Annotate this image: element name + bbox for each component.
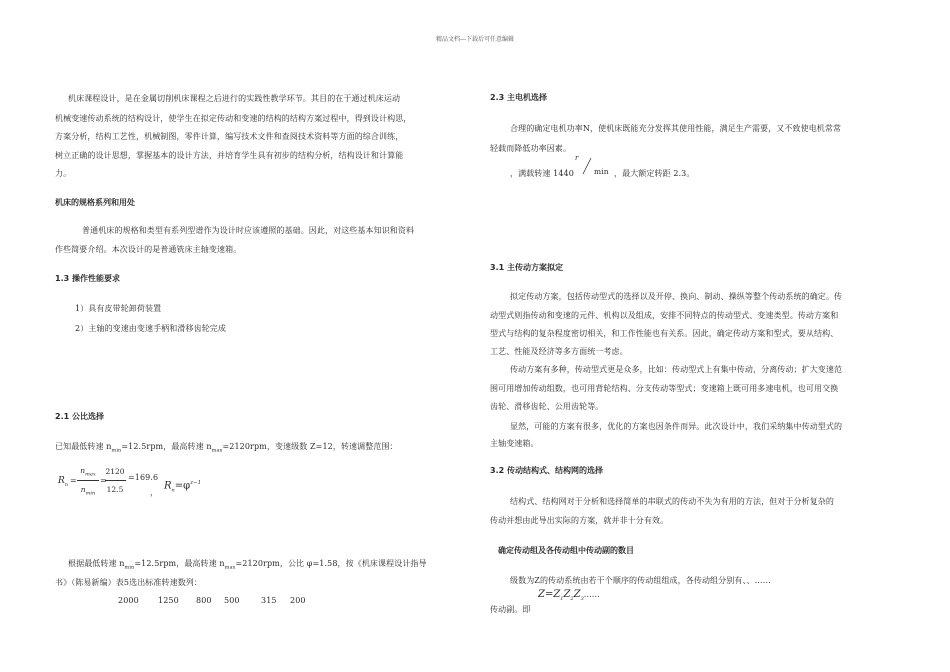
rated-speed-pre: ，满载转速 1440 (510, 169, 574, 178)
formula-num-n: $n_{max}$ (80, 466, 96, 478)
speed-315: 315 (261, 596, 277, 605)
speed-200: 200 (290, 596, 306, 605)
requirement-2: 2）主轴的变速由变速手柄和滑移齿轮完成 (75, 324, 226, 333)
formula-result: =169.6 (128, 473, 159, 482)
motor-line-2: 轻载而降低功率因素。 (490, 144, 571, 153)
fraction-bar-1 (77, 480, 99, 481)
requirement-1: 1）具有皮带轮卸荷装置 (75, 304, 162, 313)
page-header: 精品文档---下载后可任意编辑 (435, 36, 515, 43)
speed-500: 500 (224, 596, 240, 605)
heading-3-2: 3.2 传动结构式、结构网的选择 (490, 466, 603, 475)
heading-1-3: 1.3 操作性能要求 (55, 274, 120, 283)
sub-max: max (211, 447, 223, 454)
heading-determine: 确定传动组及各传动组中传动副的数目 (498, 546, 634, 555)
pairs-line: 传动副。即 (490, 605, 531, 614)
unit-slash (580, 157, 594, 175)
intro-line-5: 力。 (55, 169, 72, 178)
formula-rn: $R_n$ (58, 476, 69, 488)
formula-den-n: $n_{min}$ (80, 485, 96, 497)
formula-den-12-5: 12.5 (106, 485, 124, 494)
formula-eq2: = (100, 476, 107, 485)
speed-1250: 1250 (158, 596, 179, 605)
intro-line-1: 机床课程设计，是在金属切削机床课程之后进行的实践性教学环节。其目的在于通过机床运动 (68, 94, 401, 103)
intro-line-3: 方案分析，结构工艺性，机械制图，零件计算，编写技术文件和查阅技术资料等方面的综合训练， (55, 132, 404, 141)
plan-line-2: 动型式则指传动和变速的元件、机构以及组成，安排不同特点的传动型式、变速类型。传动方案和 (490, 311, 839, 320)
motor-line-1: 合理的确定电机功率N，使机床既能充分发挥其使用性能，满足生产需要，又不致使电机常常 (510, 124, 842, 133)
plan-line-5: 传动方案有多种，传动型式更是众多，比如：传动型式上有集中传动，分离传动；扩大变速范 (510, 365, 843, 374)
plan-line-3: 型式与结构的复杂程度密切相关，和工作性能也有关系。因此，确定传动方案和型式，要从结构、 (490, 329, 839, 338)
heading-2-3: 2.3 主电机选择 (490, 93, 547, 102)
plan-line-4: 工艺、性能及经济等多方面统一考虑。 (490, 347, 628, 356)
fraction-bar-2 (105, 480, 126, 481)
speed-2000: 2000 (118, 596, 139, 605)
formula-num-2120: 2120 (105, 467, 125, 476)
struct-line-1: 结构式、结构网对于分析和选择简单的串联式的传动不失为有用的方法，但对于分析复杂的 (510, 497, 834, 506)
heading-spec: 机床的规格系列和用处 (55, 198, 135, 207)
formula-rn-phi: $R_n=\varphi^{z-1}$ (164, 480, 202, 494)
struct-line-2: 传动并想由此导出实际的方案，就并非十分有效。 (490, 516, 669, 525)
unit-r: r (575, 154, 579, 162)
unit-min: min (594, 167, 609, 176)
plan-line-9: 主轴变速箱。 (490, 439, 539, 448)
rated-speed-post: ，最大额定转距 2.3。 (614, 169, 695, 178)
ratio-line-1: 根据最低转速 $n_{min}=12.5rpm$，最高转速 $n_{max}=2120rpm$，公比 φ=1.58，按《机床课程设计指导 (68, 559, 427, 571)
ratio-line-2: 书》（陈易新编）表5选出标准转速数列： (55, 578, 202, 587)
z-formula: $Z=Z_1Z_2Z_3\dots\dots$ (538, 589, 600, 602)
sub-min: min (111, 447, 122, 454)
plan-line-7: 齿轮、滑移齿轮、公用齿轮等。 (490, 402, 604, 411)
stages-line: 级数为Z的传动系统由若干个顺序的传动组组成，各传动组分别有、、…… (510, 576, 771, 585)
heading-3-1: 3.1 主传动方案拟定 (490, 263, 563, 272)
speed-text-c: =2120rpm，变速级数 Z=12，转速调整范围： (222, 442, 398, 451)
plan-line-8: 显然，可能的方案有很多，优化的方案也因条件而异。此次设计中，我们采纳集中传动型式的 (510, 422, 843, 431)
speed-text-a: 已知最低转速 n (55, 442, 112, 451)
spec-line-2: 作些简要介绍。本次设计的是普通铣床主轴变速箱。 (55, 245, 242, 254)
speed-text-b: =12.5rpm，最高转速 n (121, 442, 212, 451)
intro-line-4: 树立正确的设计思想，掌握基本的设计方法，并培育学生具有初步的结构分析，结构设计和计算能 (55, 151, 404, 160)
heading-2-1: 2.1 公比选择 (55, 412, 104, 421)
formula-comma: ， (150, 488, 159, 497)
spec-line-1: 普通机床的规格和类型有系列型谱作为设计时应该遵照的基础。因此，对这些基本知识和资料 (82, 226, 415, 235)
plan-line-6: 围可用增加传动组数，也可用背轮结构、分支传动等型式；变速箱上既可用多速电机，也可用交换 (490, 384, 839, 393)
formula-eq1: = (70, 476, 77, 485)
speed-800: 800 (196, 596, 212, 605)
speed-range-line (55, 438, 398, 460)
intro-line-2: 机械变速传动系统的结构设计，使学生在拟定传动和变速的结构的结构方案过程中，得到设计构思， (55, 114, 412, 123)
plan-line-1: 拟定传动方案，包括传动型式的选择以及开停、换向、制动、操纵等整个传动系统的确定。传 (510, 292, 843, 301)
